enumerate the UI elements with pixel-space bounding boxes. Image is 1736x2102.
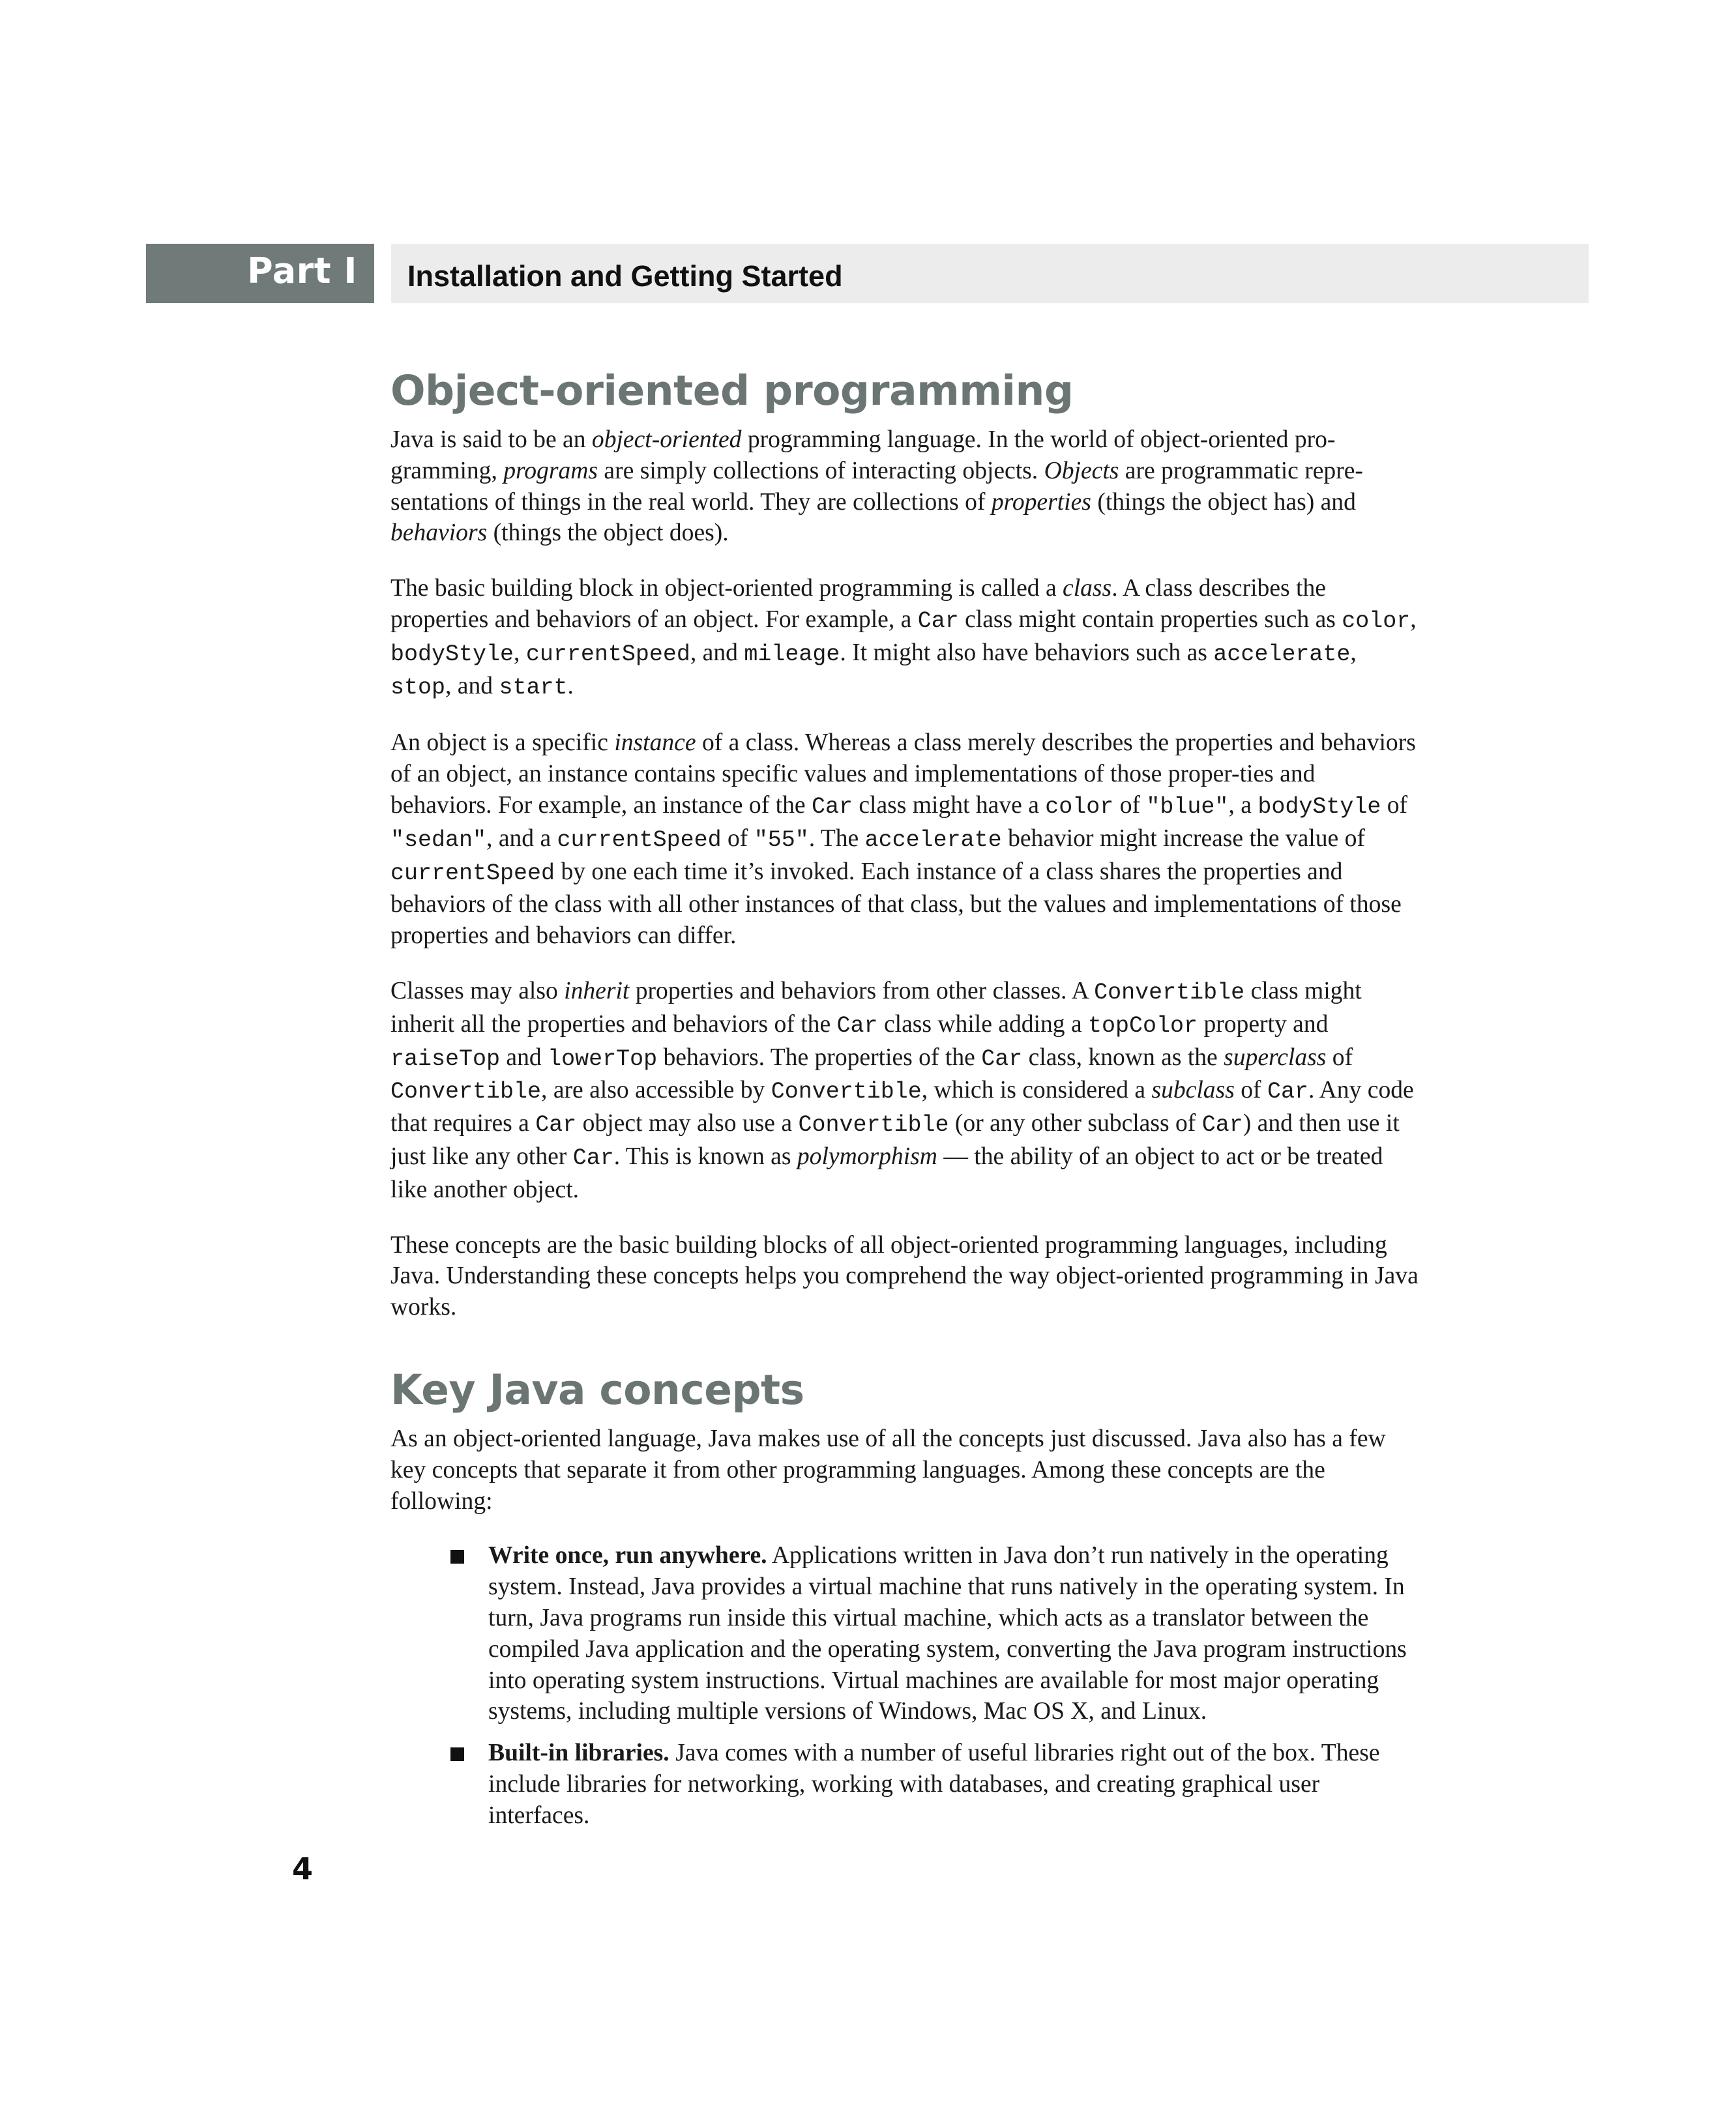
part-label: Part I [247,250,357,291]
list-item-text: Built-in libraries. Java comes with a number of useful libraries right out of the box. These include libraries for networking, working with databases, and creating graphical user interfaces. [488,1740,1380,1829]
list-item [390,1738,1420,1831]
key-concepts-list [390,1540,1420,1831]
emphasis-term: subclass [1151,1077,1235,1104]
code-term: "55" [754,826,809,853]
code-term: Convertible [771,1079,922,1105]
list-item-text: Write once, run anywhere. Applications written in Java don’t run natively in the operating system. Instead, Java provides a virtual machine that runs natively in the operating system. In turn, Java programs run inside this virtual machine, which acts as a translator between the compiled Java application and the operating system, converting the Java program instructions into operating system instructions. Virtual machines are available for most major operating systems, including multiple versions of Windows, Mac OS X, and Linux. [488,1542,1407,1725]
code-term: Convertible [390,1079,542,1105]
emphasis-term: programs [503,457,598,484]
code-term: Car [917,607,959,634]
code-term: Car [836,1012,878,1039]
emphasis-term: superclass [1224,1044,1327,1071]
code-term: "sedan" [390,826,487,853]
bold-lead-in: Built-in libraries. [488,1740,669,1767]
code-term: Convertible [1094,979,1245,1006]
code-term: accelerate [864,826,1002,853]
code-term: bodyStyle [1258,793,1381,820]
code-term: currentSpeed [557,826,722,853]
code-term: bodyStyle [390,641,514,667]
emphasis-term: inherit [564,977,630,1004]
paragraph-instance: An object is a specific instance of a class. Whereas a class merely describes the properties and behaviors of an object, an instance contains specific values and implementations of those proper-ties and behaviors. For example, an instance of the Car class might have a color of "blue", a bodyStyle of "sedan", and a currentSpeed of "55". The accelerate behavior might increase the value of currentSpeed by one each time it’s invoked. Each instance of a class shares the properties and behaviors of the class with all other instances of that class, but the values and implementations of those properties and behaviors can differ. [390,729,1416,950]
emphasis-term: Objects [1044,457,1119,484]
code-term: Car [981,1045,1023,1072]
emphasis-term: object-oriented [591,426,742,453]
section-heading-key-concepts: Key Java concepts [390,1365,804,1414]
code-term: start [499,674,568,701]
emphasis-term: polymorphism [797,1143,937,1170]
code-term: topColor [1088,1012,1198,1039]
code-term: currentSpeed [390,860,555,886]
code-term: stop [390,674,446,701]
code-term: lowerTop [548,1045,658,1072]
code-term: raiseTop [390,1045,501,1072]
emphasis-term: class [1063,575,1112,602]
list-item [390,1540,1420,1727]
code-term: Car [1267,1079,1308,1105]
chapter-header-bar [391,244,1589,303]
section-heading-oop: Object-oriented programming [390,367,1074,415]
main-content [390,362,1420,1841]
paragraph-summary: These concepts are the basic building blocks of all object-oriented programming languages, including Java. Understanding these concepts helps you comprehend the way object-oriented programming in Java works. [390,1231,1419,1321]
chapter-title: Installation and Getting Started [407,259,843,293]
code-term: Car [811,793,853,820]
emphasis-term: properties [991,488,1091,516]
code-term: color [1342,607,1411,634]
code-term: Car [535,1112,577,1139]
code-term: Convertible [798,1112,949,1139]
code-term: currentSpeed [525,641,690,667]
code-term: Car [572,1145,614,1171]
code-term: accelerate [1213,641,1351,667]
code-term: color [1045,793,1114,820]
square-bullet-icon [450,1550,464,1564]
paragraph-inheritance: Classes may also inherit properties and behaviors from other classes. A Convertible class might inherit all the properties and behaviors of the Car class while adding a topColor property and raiseTop and lowerTop behaviors. The properties of the Car class, known as the superclass of Convertible, are also accessible by Convertible, which is considered a subclass of Car. Any code that requires a Car object may also use a Convertible (or any other subclass of Car) and then use it just like any other Car. This is known as polymorphism — the ability of an object to act or be treated like another object. [390,977,1414,1203]
bold-lead-in: Write once, run anywhere. [488,1542,767,1569]
emphasis-term: behaviors [390,519,488,547]
emphasis-term: instance [614,729,696,757]
square-bullet-icon [450,1747,464,1761]
paragraph-class: The basic building block in object-oriented programming is called a class. A class describes the properties and behaviors of an object. For example, a Car class might contain properties such as color, bodyStyle, currentSpeed, and mileage. It might also have behaviors such as accelerate, stop, and start. [390,575,1417,701]
paragraph-key-intro: As an object-oriented language, Java makes use of all the concepts just discussed. Java also has a few key concepts that separate it from other programming languages. Among these concepts are the following: [390,1425,1386,1515]
page-number: 4 [292,1851,314,1886]
code-term: "blue" [1146,793,1229,820]
part-label-box [146,244,374,303]
code-term: mileage [744,641,840,667]
code-term: Car [1201,1112,1243,1139]
paragraph-oop-intro: Java is said to be an object-oriented programming language. In the world of object-oriented pro-gramming, programs are simply collections of interacting objects. Objects are programmatic repre-sentations of things in the real world. They are collections of properties (things the object has) and behaviors (things the object does). [390,426,1363,547]
